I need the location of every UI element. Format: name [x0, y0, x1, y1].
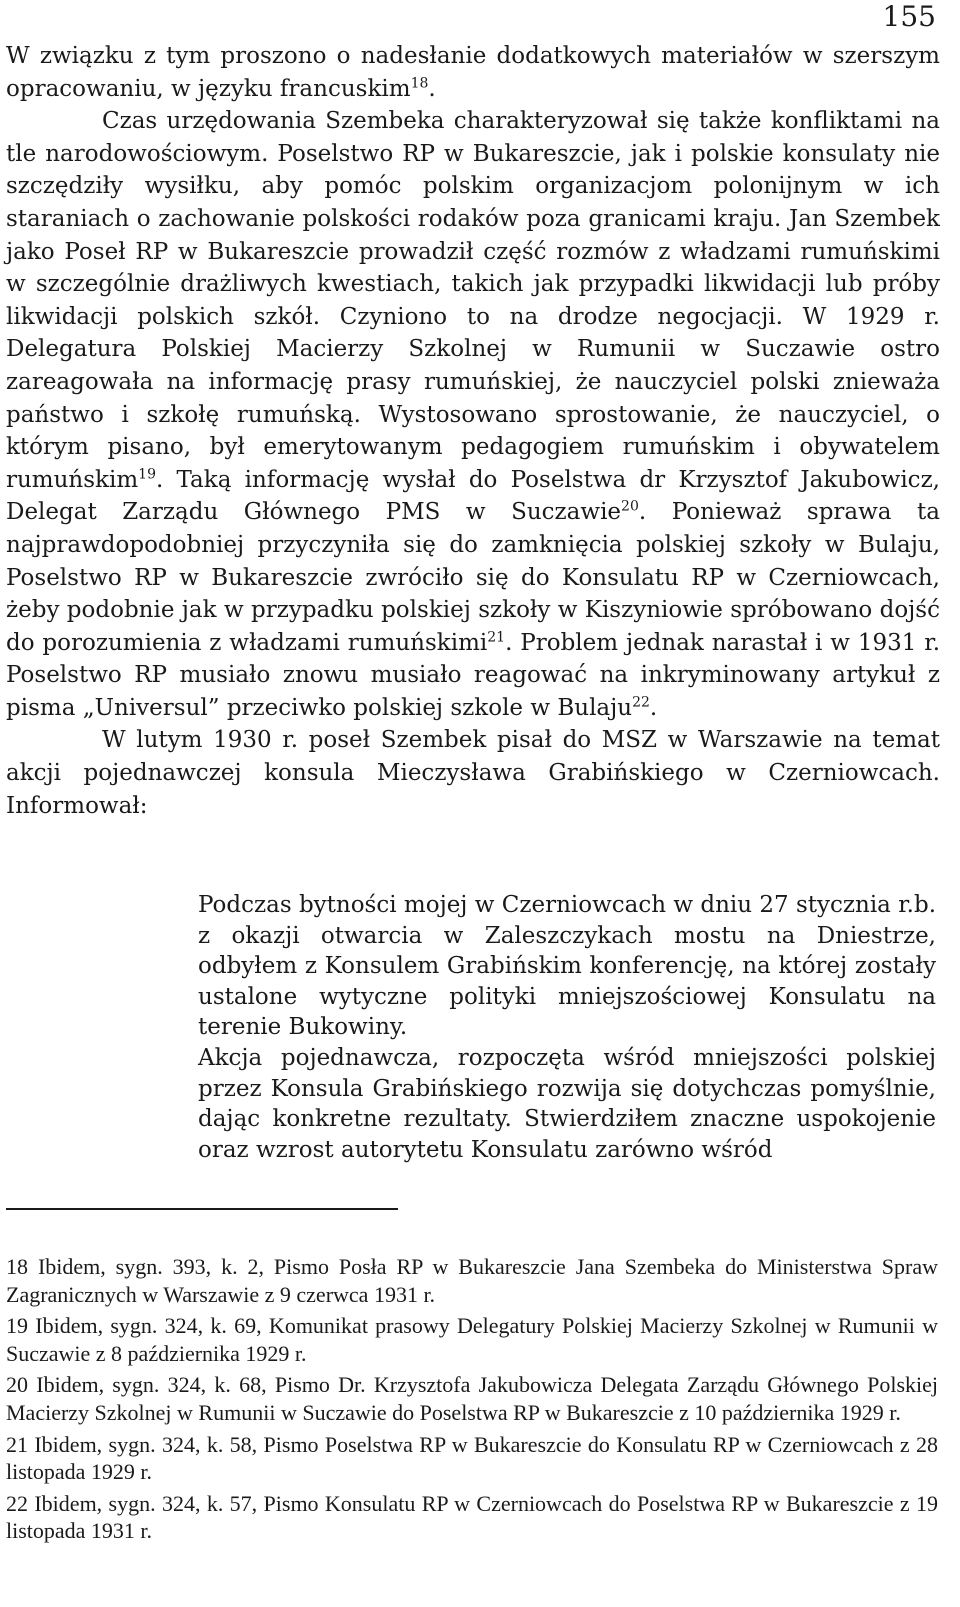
footnote-number: 19: [6, 1313, 28, 1339]
footnote-ref-20[interactable]: 20: [621, 498, 639, 515]
paragraph-text: Czas urzędowania Szembeka charakteryzował się także konfliktami na tle narodowościowym. Poselstwo RP w Bukareszcie, jak i polskie konsulaty nie szczędziły wysiłku, aby pomóc polskim organizacjom polonijnym w ich staraniach o zachowanie polskości rodaków poza granicami kraju. Jan Szembek jako Poseł RP w Bukareszcie prowadził część rozmów z władzami rumuńskimi w szczególnie drażliwych kwestiach, takich jak przypadki likwidacji lub próby likwidacji polskich szkół. Czyniono to na drodze negocjacji. W 1929 r. Delegatura Polskiej Macierzy Szkolnej w Rumunii w Suczawie ostro zareagowała na informację prasy rumuńskiej, że nauczyciel polski znieważa państwo i szkołę rumuńską. Wystosowano sprostowanie, że nauczyciel, o którym pisano, był emerytowanym pedagogiem rumuńskim i obywatelem rumuńskim: [6, 108, 940, 493]
footnote-ref-22[interactable]: 22: [632, 694, 650, 711]
paragraph-text: .: [428, 75, 436, 102]
footnote-text: Ibidem, sygn. 324, k. 57, Pismo Konsulatu RP w Czerniowcach do Poselstwa RP w Bukareszcie z 19 listopada 1931 r.: [6, 1490, 938, 1544]
footnote-text: Ibidem, sygn. 324, k. 58, Pismo Poselstwa RP w Bukareszcie do Konsulatu RP w Czerniowcach z 28 listopada 1929 r.: [6, 1431, 938, 1485]
footnotes: [6, 1253, 938, 1549]
footnote-number: 20: [6, 1372, 28, 1398]
footnote: [6, 1431, 938, 1486]
quote-paragraph-2: Akcja pojednawcza, rozpoczęta wśród mniejszości polskiej przez Konsula Grabińskiego rozwija się dotychczas pomyślnie, dając konkretne rezultaty. Stwierdziłem znaczne uspokojenie oraz wzrost autorytetu Konsulatu zarówno wśród: [198, 1044, 936, 1163]
paragraph-text: . Ponieważ sprawa ta najprawdopodobniej przyczyniła się do zamknięcia polskiej szkoły w Bulaju, Poselstwo RP w Bukareszcie zwróciło się do Konsulatu RP w Czerniowcach, żeby podobnie jak w przypadku polskiej szkoły w Kiszyniowie spróbowano dojść do porozumienia z władzami rumuńskimi: [6, 499, 940, 656]
paragraph-text: .: [649, 694, 658, 721]
paragraph-2: [6, 105, 940, 724]
footnote-separator: [6, 1208, 398, 1210]
footnote-ref-21[interactable]: 21: [487, 629, 506, 646]
paragraph-text: . Problem jednak narastał i w 1931 r. Poselstwo RP musiało znowu musiało reagować na inkryminowany artykuł z pisma „Universul” przeciwko polskiej szkole w Bulaju: [6, 629, 941, 721]
footnote: [6, 1490, 938, 1545]
block-quote: [198, 890, 936, 1165]
footnote: [6, 1253, 938, 1308]
main-text: [6, 40, 940, 822]
footnote-ref-19[interactable]: 19: [138, 466, 156, 483]
footnote-number: 22: [6, 1490, 28, 1516]
footnote-text: Ibidem, sygn. 393, k. 2, Pismo Posła RP w Bukareszcie Jana Szembeka do Ministerstwa Spraw Zagranicznych w Warszawie z 9 czerwca 1931 r.: [6, 1254, 939, 1307]
footnote-ref-18[interactable]: 18: [410, 74, 429, 91]
paragraph-text: W związku z tym proszono o nadesłanie dodatkowych materiałów w szerszym opracowaniu, w języku francuskim: [6, 43, 940, 102]
footnote: [6, 1312, 938, 1367]
paragraph-3: W lutym 1930 r. poseł Szembek pisał do MSZ w Warszawie na temat akcji pojednawczej konsula Mieczysława Grabińskiego w Czerniowcach. Informował:: [6, 727, 940, 819]
footnote-number: 21: [6, 1431, 28, 1457]
paragraph-1: [6, 40, 940, 105]
footnote-text: Ibidem, sygn. 324, k. 68, Pismo Dr. Krzysztofa Jakubowicza Delegata Zarządu Głównego Polskiej Macierzy Szkolnej w Rumunii w Suczawie do Poselstwa RP w Bukareszcie z 10 października 1929 r.: [6, 1372, 938, 1425]
footnote-text: Ibidem, sygn. 324, k. 69, Komunikat prasowy Delegatury Polskiej Macierzy Szkolnej w Rumunii w Suczawie z 8 października 1929 r.: [6, 1313, 939, 1366]
quote-paragraph-1: Podczas bytności mojej w Czerniowcach w dniu 27 stycznia r.b. z okazji otwarcia w Zaleszczykach mostu na Dniestrze, odbyłem z Konsulem Grabińskim konferencję, na której zostały ustalone wytyczne polityki mniejszościowej Konsulatu na terenie Bukowiny.: [198, 892, 937, 1041]
footnote: [6, 1371, 938, 1426]
paragraph-text: . Taką informację wysłał do Poselstwa dr Krzysztof Jakubowicz, Delegat Zarządu Głównego PMS w Suczawie: [6, 466, 940, 526]
footnote-number: 18: [6, 1254, 28, 1279]
page-number: 155: [882, 0, 936, 33]
